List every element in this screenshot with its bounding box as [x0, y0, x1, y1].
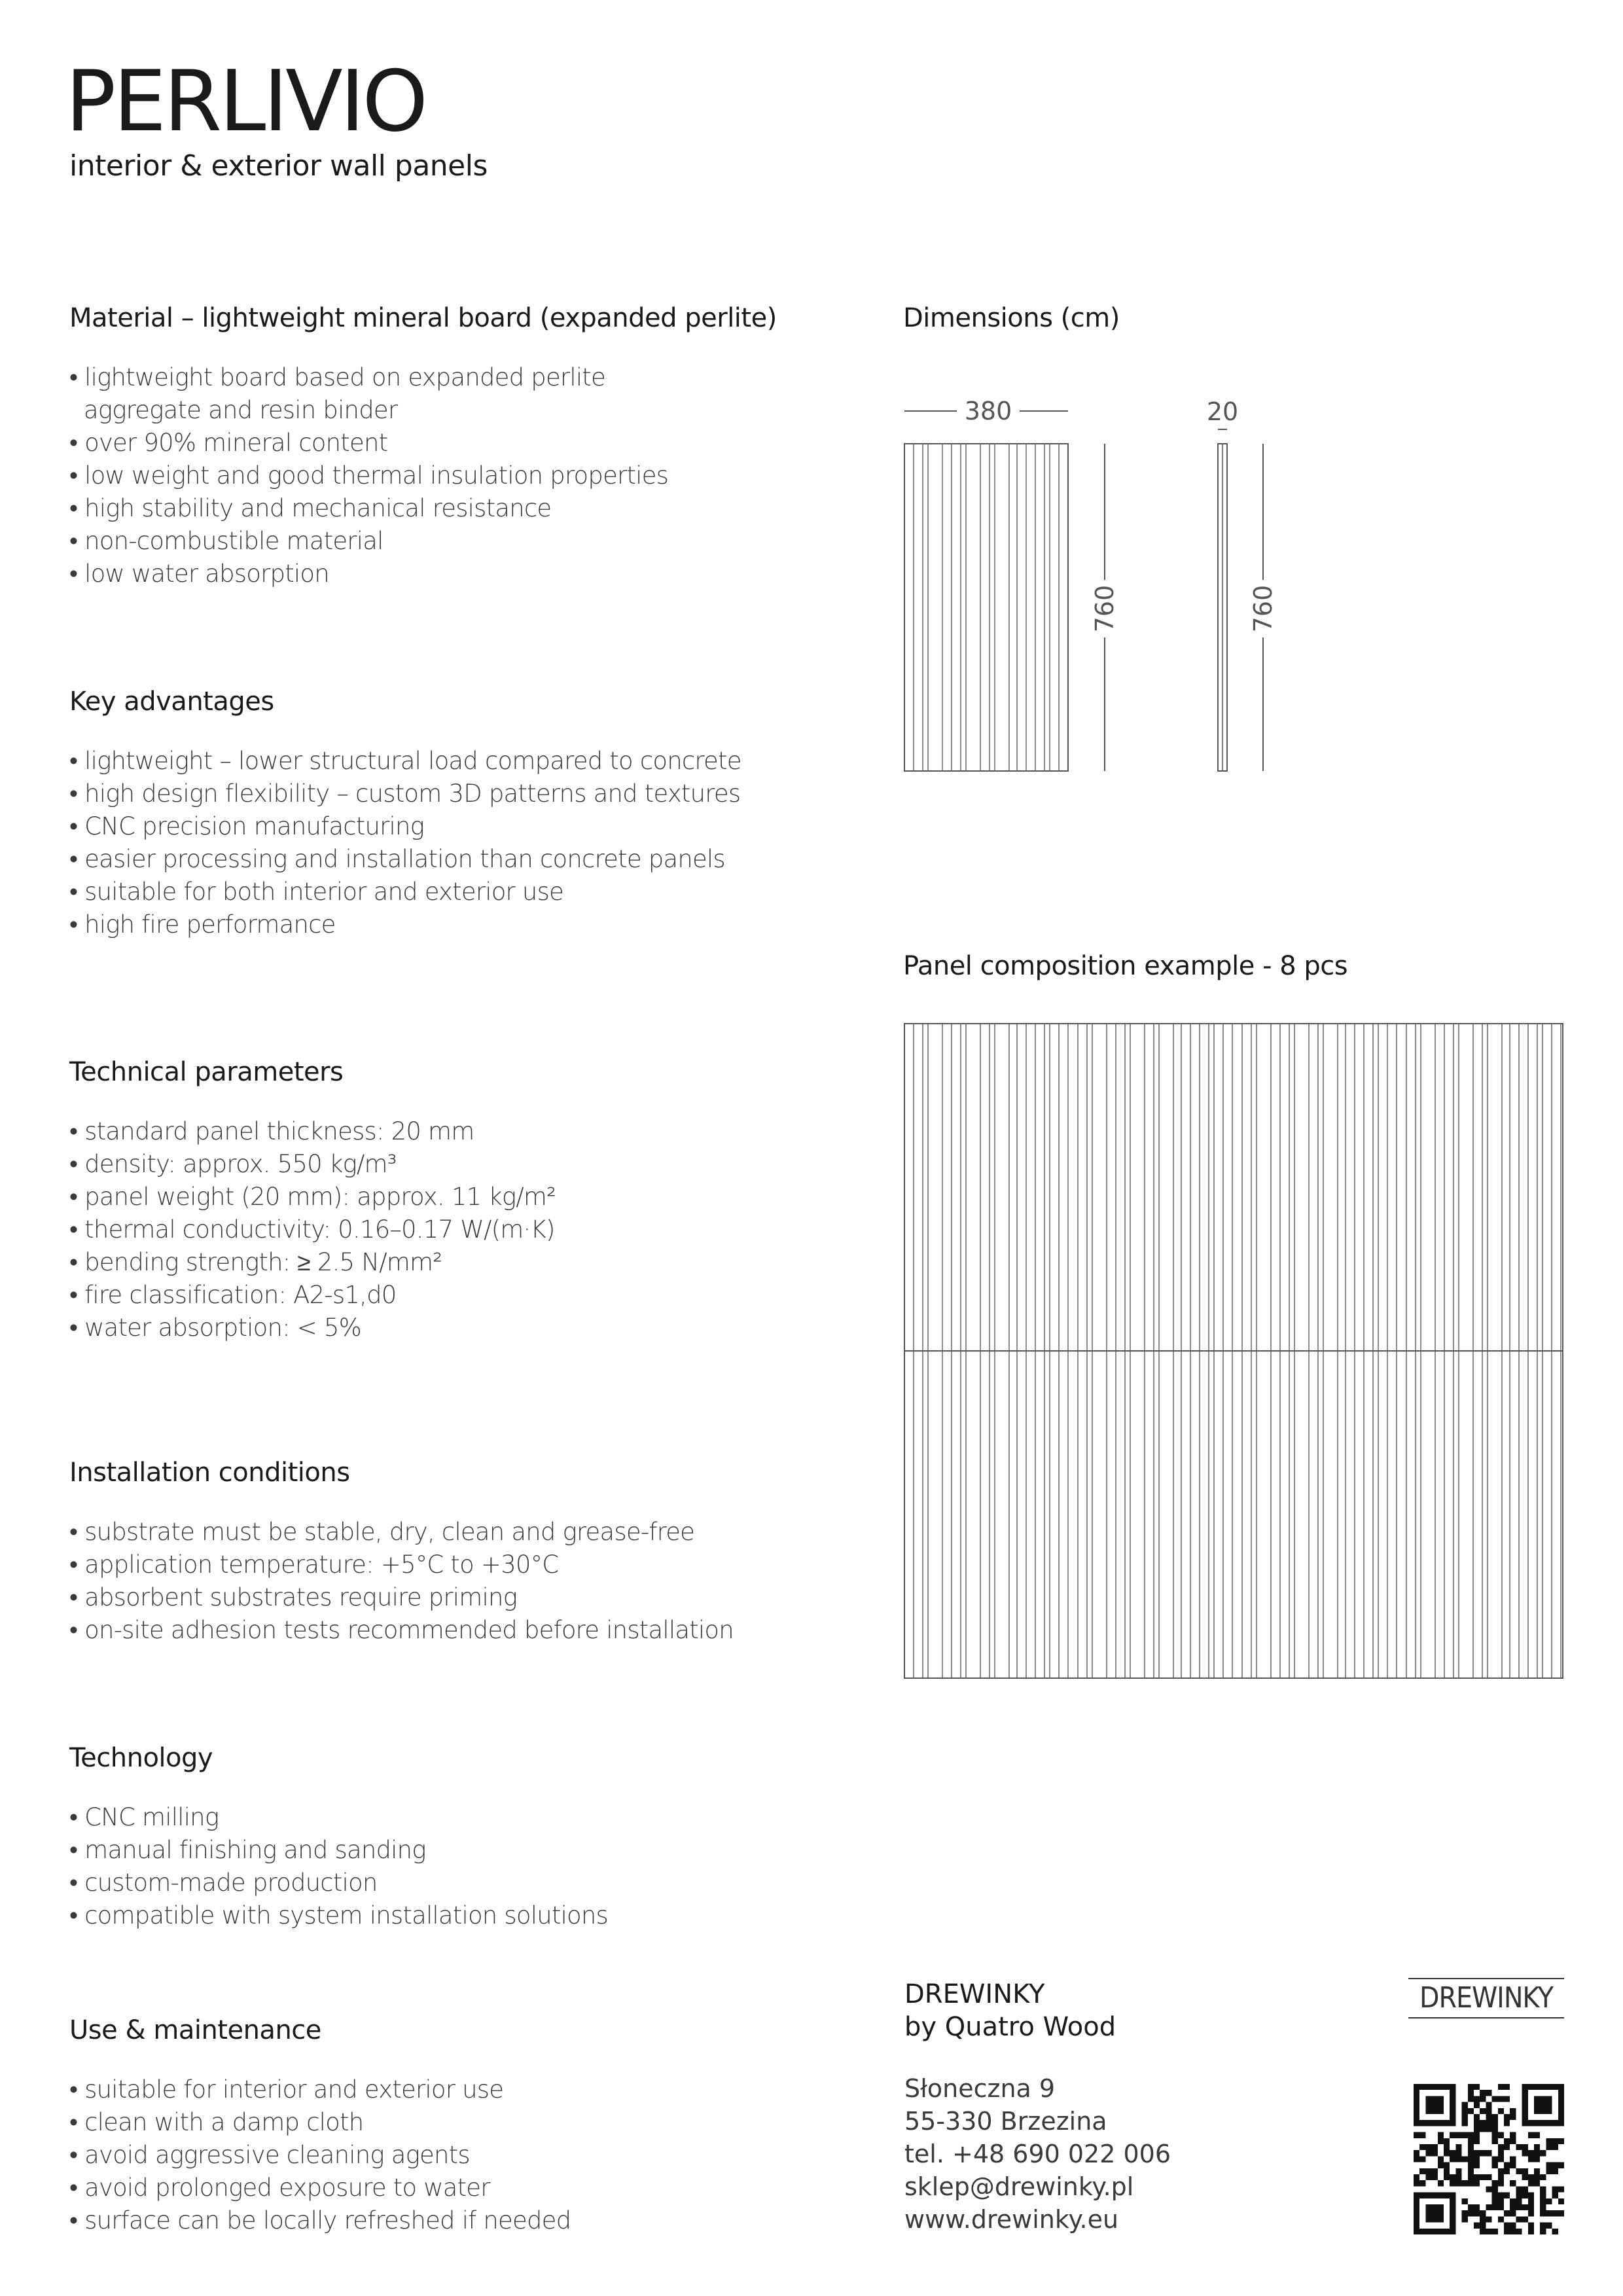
bullet-list — [69, 2073, 855, 2237]
composition-heading: Panel composition example - 8 pcs — [903, 951, 1348, 981]
bullet-list — [69, 745, 855, 941]
list-item: • suitable for both interior and exterior use — [69, 878, 564, 906]
list-item: • manual finishing and sanding — [69, 1836, 426, 1864]
list-item: • avoid prolonged exposure to water — [69, 2174, 490, 2202]
list-item: • lightweight board based on expanded perlite — [69, 363, 605, 391]
section-heading: Technical parameters — [69, 1057, 344, 1087]
list-item: • suitable for interior and exterior use — [69, 2075, 504, 2104]
front-panel-outline — [904, 444, 1068, 771]
list-item: • high fire performance — [69, 910, 336, 939]
qr-code-icon[interactable] — [1414, 2084, 1564, 2234]
website-link[interactable]: www.drewinky.eu — [904, 2205, 1119, 2234]
section-key-advantages — [69, 689, 855, 941]
panel-composition-drawing — [897, 1021, 1571, 1689]
company-name: DREWINKY — [904, 1979, 1045, 2009]
brand-logo: DREWINKY — [1408, 1978, 1564, 2018]
list-item: • bending strength: ≥ 2.5 N/mm² — [69, 1248, 442, 1276]
list-item: • non-combustible material — [69, 527, 383, 555]
list-item: • surface can be locally refreshed if needed — [69, 2206, 571, 2234]
dimensions-drawing — [897, 386, 1302, 792]
list-item: • substrate must be stable, dry, clean and grease-free — [69, 1518, 695, 1546]
list-item: • low water absorption — [69, 560, 329, 588]
bullet-list — [69, 1115, 855, 1344]
list-item: • compatible with system installation solutions — [69, 1901, 609, 1929]
list-item: • thermal conductivity: 0.16–0.17 W/(m·K) — [69, 1215, 555, 1244]
list-item: • panel weight (20 mm): approx. 11 kg/m² — [69, 1183, 556, 1211]
side-height-label: 760 — [1249, 584, 1277, 633]
page-title: PERLIVIO — [65, 53, 426, 151]
section-installation-conditions — [69, 1460, 855, 1647]
list-item: • high stability and mechanical resistance — [69, 494, 552, 522]
dimensions-heading: Dimensions (cm) — [903, 303, 1120, 333]
list-item: • application temperature: +5°C to +30°C — [69, 1551, 559, 1579]
front-panel-grooves — [914, 444, 1059, 771]
section-technology — [69, 1745, 855, 1932]
list-item: • density: approx. 550 kg/m³ — [69, 1150, 397, 1178]
email-link[interactable]: sklep@drewinky.pl — [904, 2172, 1134, 2201]
section-heading: Key advantages — [69, 687, 274, 717]
bullet-list — [69, 361, 855, 590]
list-item: • fire classification: A2-s1,d0 — [69, 1281, 397, 1309]
bullet-list — [69, 1516, 855, 1647]
list-item: • clean with a damp cloth — [69, 2108, 364, 2136]
section-technical-parameters — [69, 1059, 855, 1344]
list-item: • avoid aggressive cleaning agents — [69, 2141, 470, 2169]
address-street: Słoneczna 9 — [904, 2074, 1056, 2103]
side-thickness-label: 20 — [1206, 397, 1239, 426]
list-item: • over 90% mineral content — [69, 429, 388, 457]
address-city: 55-330 Brzezina — [904, 2107, 1107, 2136]
list-item: • CNC precision manufacturing — [69, 812, 425, 840]
section-heading: Use & maintenance — [69, 2015, 321, 2045]
front-width-label: 380 — [964, 397, 1012, 425]
section-material — [69, 305, 855, 590]
list-item: • low weight and good thermal insulation properties — [69, 461, 669, 490]
contact-block — [904, 1978, 1171, 2236]
list-item: • CNC milling — [69, 1803, 219, 1831]
section-heading: Material – lightweight mineral board (expanded perlite) — [69, 303, 777, 333]
section-use-maintenance — [69, 2017, 855, 2237]
list-item: • high design flexibility – custom 3D patterns and textures — [69, 780, 741, 808]
phone-number: tel. +48 690 022 006 — [904, 2140, 1171, 2168]
list-item: • on-site adhesion tests recommended before installation — [69, 1616, 734, 1644]
section-heading: Installation conditions — [69, 1458, 350, 1488]
front-height-label: 760 — [1090, 584, 1119, 633]
section-heading: Technology — [69, 1743, 213, 1773]
list-item: • easier processing and installation than concrete panels — [69, 845, 725, 873]
list-item: aggregate and resin binder — [69, 396, 398, 424]
list-item: • custom-made production — [69, 1869, 378, 1897]
company-tagline: by Quatro Wood — [904, 2012, 1116, 2042]
list-item: • water absorption: < 5% — [69, 1314, 362, 1342]
list-item: • lightweight – lower structural load compared to concrete — [69, 747, 741, 775]
bullet-list — [69, 1801, 855, 1932]
page-subtitle: interior & exterior wall panels — [69, 149, 488, 183]
list-item: • absorbent substrates require priming — [69, 1583, 518, 1611]
list-item: • standard panel thickness: 20 mm — [69, 1117, 474, 1145]
